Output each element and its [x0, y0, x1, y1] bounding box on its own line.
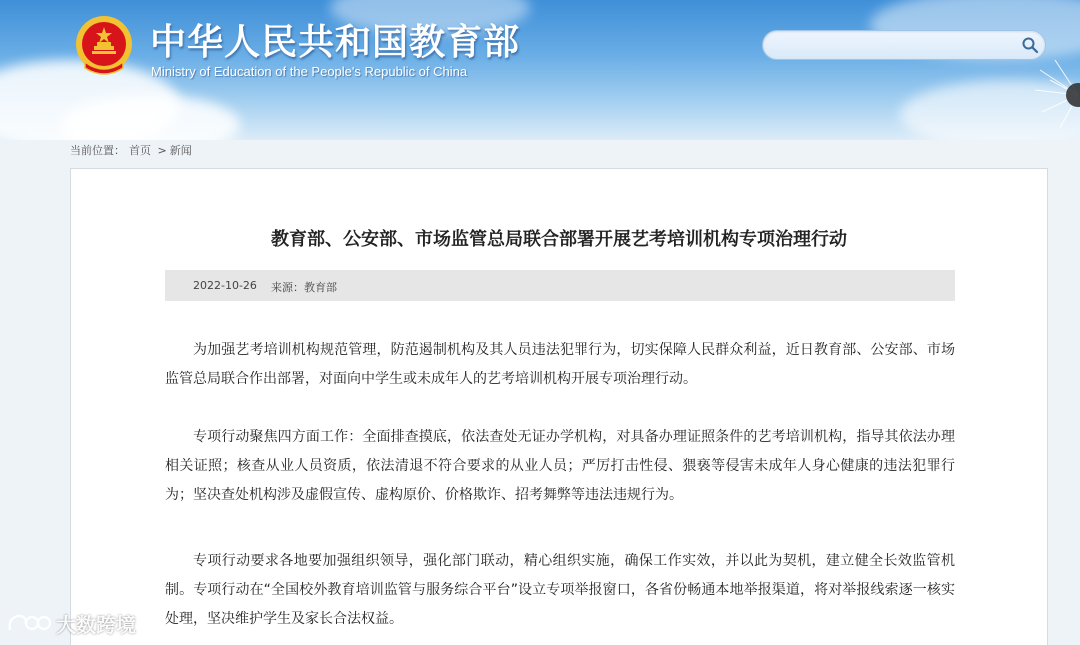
article-panel — [70, 168, 1048, 645]
article-paragraph: 为加强艺考培训机构规范管理，防范遏制机构及其人员违法犯罪行为，切实保障人民群众利益，近日教育部、公安部、市场监管总局联合作出部署，对面向中学生或未成年人的艺考培训机构开展专项治理行动。 — [165, 342, 955, 387]
article-meta-bar — [165, 270, 955, 301]
site-subtitle: Ministry of Education of the People's Republic of China — [151, 64, 468, 79]
article-title: 教育部、公安部、市场监管总局联合部署开展艺考培训机构专项治理行动 — [271, 229, 847, 250]
search-box — [762, 30, 1046, 60]
dandelion-decoration — [1010, 40, 1080, 140]
national-emblem-icon[interactable] — [73, 14, 135, 78]
site-header — [0, 0, 1080, 140]
breadcrumb-prefix: 当前位置： — [70, 144, 125, 157]
article-date: 2022-10-26 — [193, 279, 257, 292]
search-input[interactable] — [775, 35, 1019, 57]
article-source: 来源：教育部 — [271, 281, 337, 294]
watermark-logo-icon — [6, 610, 52, 636]
breadcrumb-separator: > — [157, 144, 167, 157]
watermark-text: 大数跨境 — [56, 612, 136, 637]
breadcrumb-home-link[interactable]: 首页 — [129, 144, 151, 157]
breadcrumb — [70, 142, 192, 158]
breadcrumb-news-link[interactable]: 新闻 — [169, 144, 192, 157]
watermark — [6, 608, 136, 638]
article-paragraph: 专项行动聚焦四方面工作：全面排查摸底，依法查处无证办学机构，对具备办理证照条件的艺考培训机构，指导其依法办理相关证照；核查从业人员资质，依法清退不符合要求的从业人员；严厉打击性侵、猥亵等侵害未成年人身心健康的违法犯罪行为；坚决查处机构涉及虚假宣传、虚构原价、价格欺诈、招考舞弊等违法违规行为。 — [165, 429, 955, 503]
site-title[interactable]: 中华人民共和国教育部 — [150, 22, 521, 63]
article-paragraph: 专项行动要求各地要加强组织领导，强化部门联动，精心组织实施，确保工作实效，并以此为契机，建立健全长效监管机制。专项行动在“全国校外教育培训监管与服务综合平台”设立专项举报窗口，各省份畅通本地举报渠道，将对举报线索逐一核实处理，坚决维护学生及家长合法权益。 — [165, 553, 955, 627]
